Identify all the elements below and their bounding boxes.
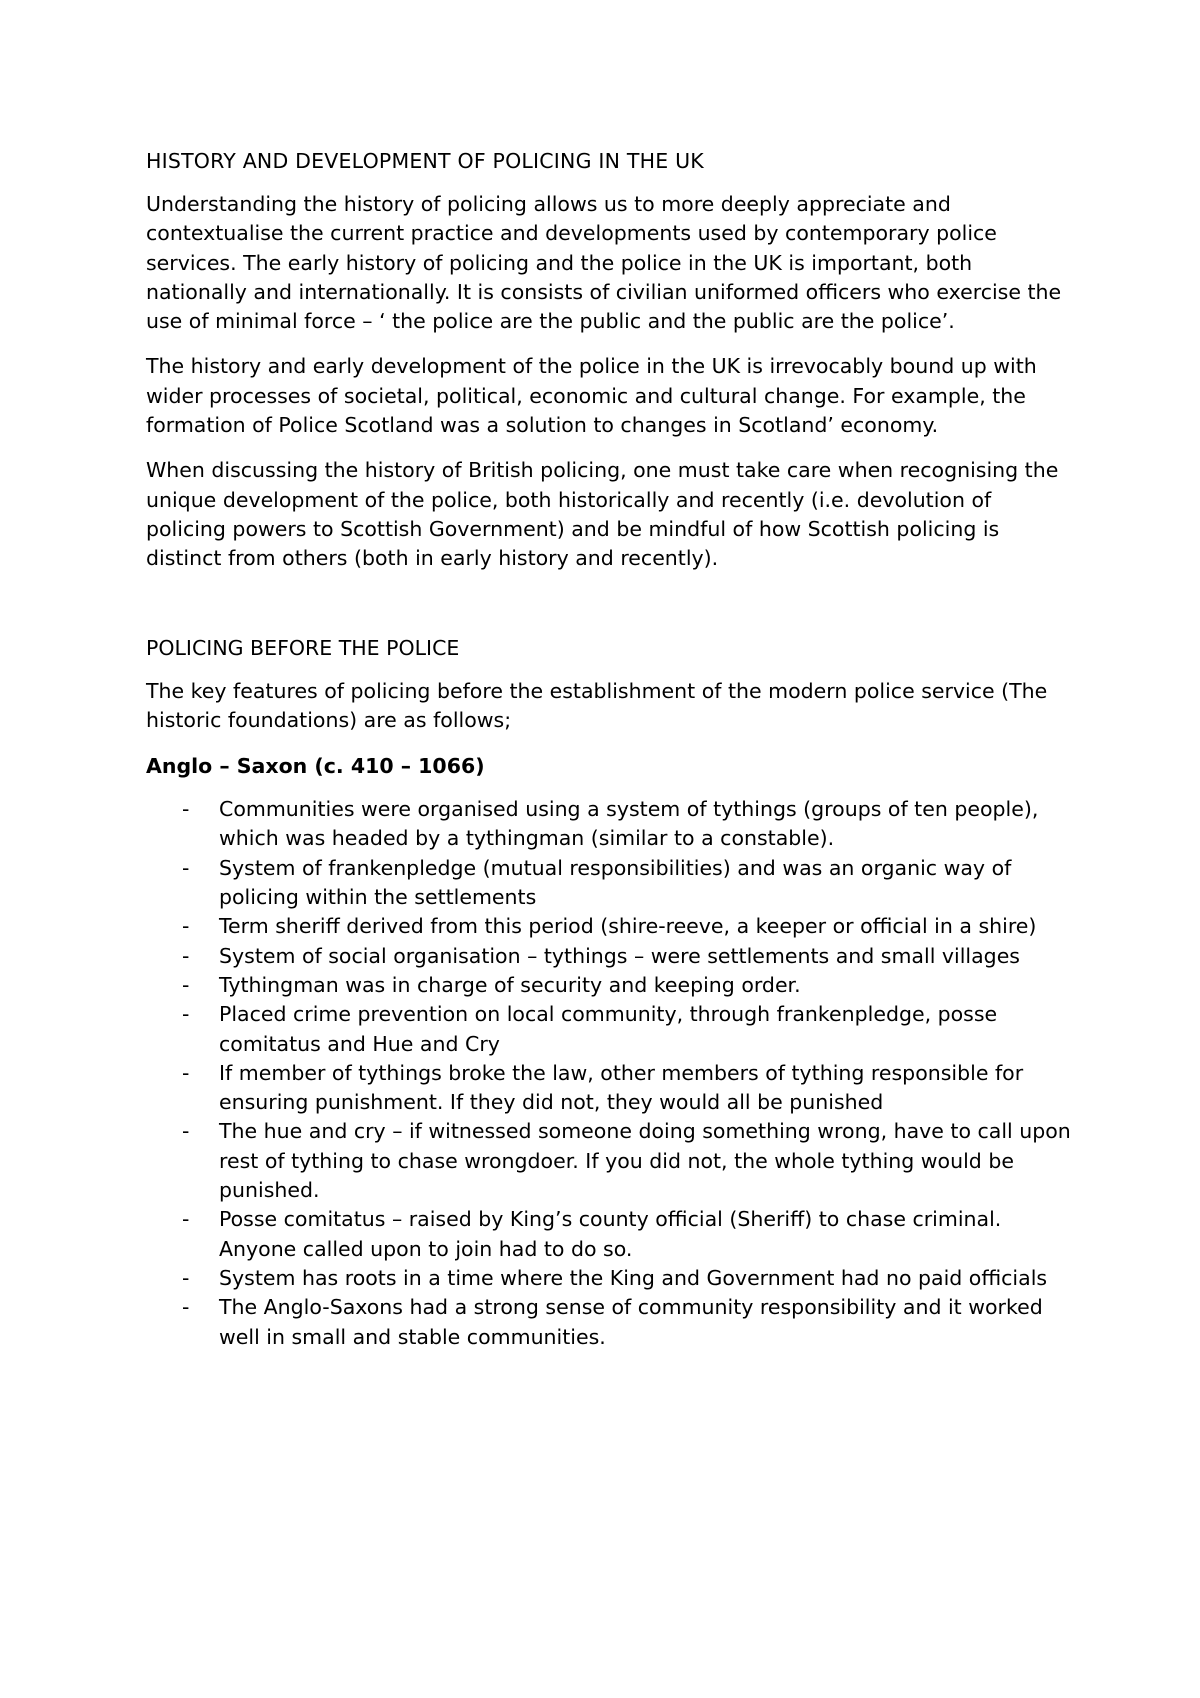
list-item-text: The Anglo-Saxons had a strong sense of community responsibility and it worked well in small and stable communities. — [219, 1295, 1043, 1349]
bullet-marker: - — [182, 1295, 190, 1320]
list-item — [146, 1293, 1076, 1352]
list-item — [146, 1059, 1076, 1118]
section-spacer — [146, 590, 1076, 633]
bullet-marker: - — [182, 855, 190, 880]
list-item-text: The hue and cry – if witnessed someone doing something wrong, have to call upon rest of tything to chase wrongdoer. If you did not, the whole tything would be punished. — [219, 1119, 1071, 1203]
bullet-marker: - — [182, 1207, 190, 1232]
document-title: HISTORY AND DEVELOPMENT OF POLICING IN THE UK — [146, 149, 704, 173]
list-item-text: System has roots in a time where the King and Government had no paid officials — [219, 1265, 1048, 1290]
list-item-text: Term sheriff derived from this period (shire-reeve, a keeper or official in a shire) — [219, 914, 1037, 939]
bullet-marker: - — [182, 1119, 190, 1144]
bullet-marker: - — [182, 797, 190, 822]
document-body — [146, 146, 1076, 1352]
list-item — [146, 942, 1076, 971]
list-item-text: Placed crime prevention on local community, through frankenpledge, posse comitatus and Hue and Cry — [219, 1002, 998, 1056]
period-subheading: Anglo – Saxon (c. 410 – 1066) — [146, 754, 485, 779]
list-item — [146, 854, 1076, 913]
list-item — [146, 1000, 1076, 1059]
list-item — [146, 1205, 1076, 1264]
list-item-text: If member of tythings broke the law, other members of tything responsible for ensuring punishment. If they did not, they would all be punished — [219, 1060, 1024, 1115]
bullet-marker: - — [182, 972, 190, 997]
intro-paragraph: The history and early development of the police in the UK is irrevocably bound up with wider processes of societal, political, economic and cultural change. For example, the formation of Police Scotland was a solution to changes in Scotland’ economy. — [146, 354, 1037, 438]
bullet-marker: - — [182, 914, 190, 939]
list-item-text: System of frankenpledge (mutual responsibilities) and was an organic way of policing within the settlements — [219, 855, 1012, 910]
list-item-text: Tythingman was in charge of security and keeping order. — [219, 972, 801, 997]
section-title: POLICING BEFORE THE POLICE — [146, 635, 460, 660]
bullet-list — [146, 795, 1076, 1352]
bullet-marker: - — [182, 1265, 190, 1290]
bullet-marker: - — [182, 1060, 190, 1085]
section-intro: The key features of policing before the establishment of the modern police service (The historic foundations) are as follows; — [146, 678, 1048, 732]
list-item — [146, 912, 1076, 941]
bullet-marker: - — [182, 1002, 190, 1027]
list-item-text: System of social organisation – tythings – were settlements and small villages — [219, 943, 1020, 968]
list-item — [146, 1264, 1076, 1293]
list-item — [146, 971, 1076, 1000]
list-item-text: Communities were organised using a system of tythings (groups of ten people), which was headed by a tythingman (similar to a constable). — [219, 797, 1039, 851]
list-item — [146, 1117, 1076, 1205]
list-item-text: Posse comitatus – raised by King’s county official (Sheriff) to chase criminal. Anyone called upon to join had to do so. — [219, 1207, 1002, 1261]
intro-paragraph: When discussing the history of British policing, one must take care when recognising the unique development of the police, both historically and recently (i.e. devolution of policing powers to Scottish Government) and be mindful of how Scottish policing is distinct from others (both in early history and recently). — [146, 458, 1059, 571]
list-item — [146, 795, 1076, 854]
intro-paragraph: Understanding the history of policing allows us to more deeply appreciate and contextualise the current practice and developments used by contemporary police services. The early history of policing and the police in the UK is important, both nationally and internationally. It is consists of civilian uniformed officers who exercise the use of minimal force – ‘ the police are the public and the public are the police’. — [146, 192, 1062, 334]
bullet-marker: - — [182, 943, 190, 968]
